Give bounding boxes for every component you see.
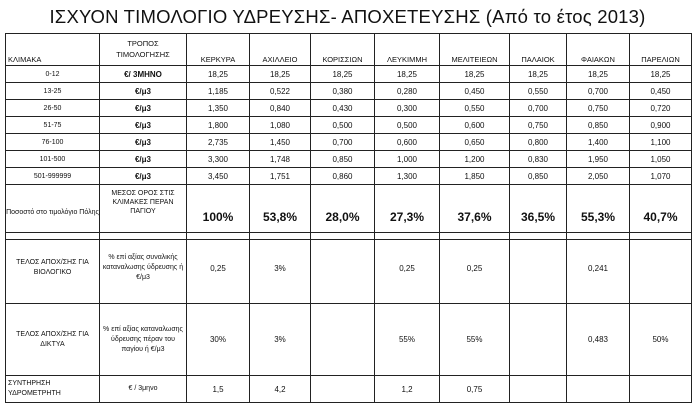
average-value: 36,5% [510,185,567,240]
value-cell: 1,850 [440,168,510,185]
value-cell: 1,200 [440,151,510,168]
value-cell: 18,25 [187,66,250,83]
mode-header-line2: ΤΙΜΟΛΟΓΗΣΗΣ [116,50,170,59]
level-cell: 101-500 [6,151,100,168]
unit-cell: €/μ3 [100,134,187,151]
fee-value: 0,483 [567,304,630,376]
average-value: 53,8% [250,185,311,240]
value-cell: 0,700 [567,83,630,100]
value-cell: 18,25 [440,66,510,83]
level-cell: 51-75 [6,117,100,134]
table-row [6,83,692,100]
value-cell: 1,100 [630,134,692,151]
fee-value: 55% [440,304,510,376]
average-value: 55,3% [567,185,630,240]
value-cell: 1,185 [187,83,250,100]
unit-cell: €/μ3 [100,83,187,100]
fee-value [510,233,567,304]
klimaka-header: ΚΛΙΜΑΚΑ [6,34,100,66]
fee-value [630,376,692,403]
fee-value: 30% [187,304,250,376]
value-cell: 0,450 [630,83,692,100]
value-cell: 0,430 [311,100,375,117]
fee-label: ΤΕΛΟΣ ΑΠΟΧ/ΣΗΣ ΓΙΑ ΒΙΟΛΟΓΙΚΟ [6,233,100,304]
value-cell: 0,522 [250,83,311,100]
fee-row [6,233,692,304]
fees-table [5,232,692,403]
table-row [6,168,692,185]
fee-value: 55% [375,304,440,376]
unit-cell: €/μ3 [100,168,187,185]
fee-value: 1,2 [375,376,440,403]
average-value: 27,3% [375,185,440,240]
value-cell: 0,850 [311,151,375,168]
town-header: ΛΕΥΚΙΜΜΗ [375,34,440,66]
town-header: ΜΕΛΙΤΕΙΕΩΝ [440,34,510,66]
town-header: ΚΕΡΚΥΡΑ [187,34,250,66]
value-cell: 0,550 [440,100,510,117]
value-cell: 0,900 [630,117,692,134]
value-cell: 18,25 [510,66,567,83]
value-cell: 18,25 [250,66,311,83]
value-cell: 0,550 [510,83,567,100]
tariff-table [5,33,692,240]
average-label: Ποσοστό στο τιμολόγιο Πόλης [6,185,100,240]
value-cell: 1,751 [250,168,311,185]
fee-value: 0,241 [567,233,630,304]
value-cell: 0,800 [510,134,567,151]
fee-value [630,233,692,304]
fee-value: 4,2 [250,376,311,403]
fee-description: % επί αξίας συναλικής καταναλωσης ύδρευσης ή €/μ3 [100,233,187,304]
value-cell: 0,750 [510,117,567,134]
page-title: ΙΣΧΥΟΝ ΤΙΜΟΛΟΓΙΟ ΥΔΡΕΥΣΗΣ- ΑΠΟΧΕΤΕΥΣΗΣ (Από το έτος 2013) [49,6,646,27]
value-cell: 0,840 [250,100,311,117]
value-cell: 1,950 [567,151,630,168]
town-header: ΚΟΡΙΣΣΙΩΝ [311,34,375,66]
unit-cell: €/μ3 [100,151,187,168]
value-cell: 1,400 [567,134,630,151]
fee-value: 3% [250,233,311,304]
value-cell: 1,080 [250,117,311,134]
fee-value: 1,5 [187,376,250,403]
value-cell: 0,600 [440,117,510,134]
value-cell: 0,600 [375,134,440,151]
value-cell: 0,500 [375,117,440,134]
level-cell: 0-12 [6,66,100,83]
fee-value: 0,25 [440,233,510,304]
level-cell: 76-100 [6,134,100,151]
table-header-row [6,34,692,66]
table-row [6,134,692,151]
average-description: ΜΕΣΟΣ ΟΡΟΣ ΣΤΙΣ ΚΛΙΜΑΚΕΣ ΠΕΡΑΝ ΠΑΓΙΟΥ [100,185,187,240]
fee-value [311,304,375,376]
value-cell: 18,25 [311,66,375,83]
fee-value: 0,75 [440,376,510,403]
value-cell: 0,380 [311,83,375,100]
value-cell: 1,748 [250,151,311,168]
value-cell: 0,700 [510,100,567,117]
value-cell: 0,650 [440,134,510,151]
average-value: 28,0% [311,185,375,240]
value-cell: 1,000 [375,151,440,168]
unit-cell: €/μ3 [100,117,187,134]
average-value: 100% [187,185,250,240]
value-cell: 0,300 [375,100,440,117]
value-cell: 0,450 [440,83,510,100]
table-row [6,66,692,83]
town-header: ΠΑΛΑΙΟΚ [510,34,567,66]
value-cell: 2,735 [187,134,250,151]
value-cell: 1,800 [187,117,250,134]
fee-description: € / 3μηνο [100,376,187,403]
fee-label: ΣΥΝΤΗΡΗΣΗ ΥΔΡΟΜΕΤΡΗΤΗ [6,376,100,403]
table-row [6,151,692,168]
value-cell: 0,850 [567,117,630,134]
fee-value: 0,25 [375,233,440,304]
value-cell: 1,050 [630,151,692,168]
fee-description: % επί αξίας καταναλωσης ύδρευσης πέραν του παγίου ή €/μ3 [100,304,187,376]
value-cell: 2,050 [567,168,630,185]
fee-row [6,304,692,376]
town-header: ΠΑΡΕΛΙΩΝ [630,34,692,66]
fee-value [311,376,375,403]
fee-value [510,304,567,376]
unit-cell: €/ 3ΜΗΝΟ [100,66,187,83]
fee-value [510,376,567,403]
mode-header-line1: ΤΡΟΠΟΣ [127,39,159,48]
table-row [6,100,692,117]
value-cell: 3,450 [187,168,250,185]
level-cell: 13-25 [6,83,100,100]
level-cell: 26-50 [6,100,100,117]
value-cell: 0,700 [311,134,375,151]
value-cell: 1,070 [630,168,692,185]
table-row [6,117,692,134]
unit-cell: €/μ3 [100,100,187,117]
value-cell: 0,830 [510,151,567,168]
fee-label: ΤΕΛΟΣ ΑΠΟΧ/ΣΗΣ ΓΙΑ ΔΙΚΤΥΑ [6,304,100,376]
level-cell: 501-999999 [6,168,100,185]
mode-header [100,34,187,66]
value-cell: 18,25 [375,66,440,83]
fee-value: 3% [250,304,311,376]
value-cell: 18,25 [567,66,630,83]
value-cell: 18,25 [630,66,692,83]
value-cell: 1,350 [187,100,250,117]
average-value: 37,6% [440,185,510,240]
fee-value [567,376,630,403]
value-cell: 0,750 [567,100,630,117]
value-cell: 0,720 [630,100,692,117]
value-cell: 0,850 [510,168,567,185]
fee-value: 50% [630,304,692,376]
value-cell: 1,300 [375,168,440,185]
value-cell: 0,500 [311,117,375,134]
value-cell: 0,280 [375,83,440,100]
fee-value: 0,25 [187,233,250,304]
town-header: ΑΧΙΛΛΕΙΟ [250,34,311,66]
value-cell: 0,860 [311,168,375,185]
fee-value [311,233,375,304]
value-cell: 1,450 [250,134,311,151]
town-header: ΦΑΙΑΚΩΝ [567,34,630,66]
fee-row [6,376,692,403]
average-value: 40,7% [630,185,692,240]
value-cell: 3,300 [187,151,250,168]
